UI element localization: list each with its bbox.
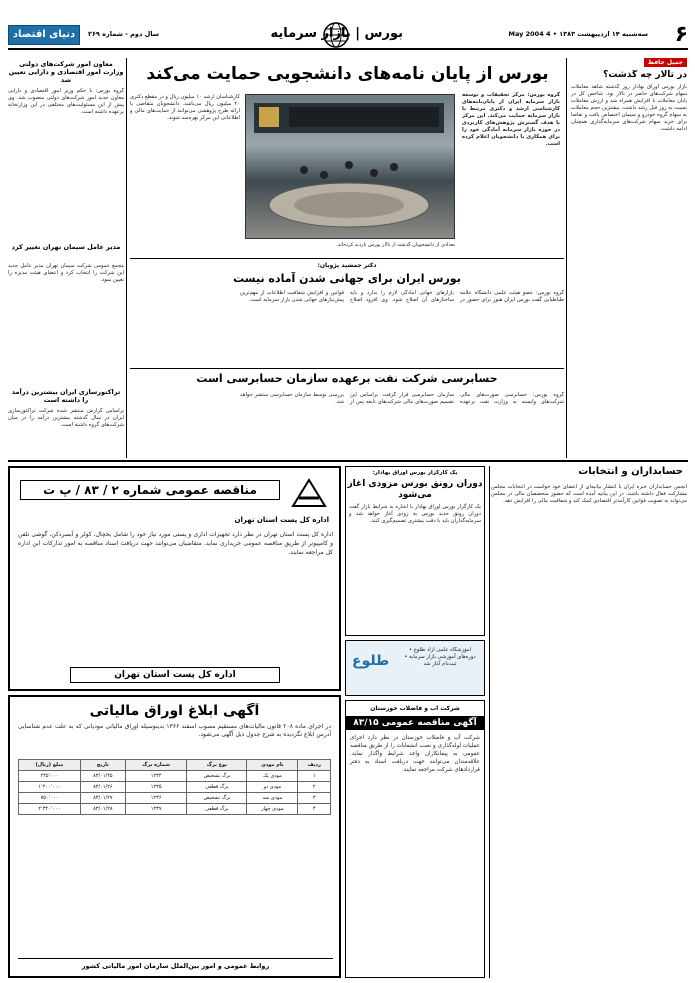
tax-ad-title: آگهی ابلاغ اوراق مالیاتی xyxy=(89,703,260,719)
trading-floor-photo xyxy=(245,94,455,239)
right-body-3: براساس گزارش منتشر شده شرکت تراکتورسازی ایران در سال گذشته بیشترین درآمد را در میان شرکت‌های گروه داشته است. xyxy=(8,408,124,428)
post-ad-footer: اداره کل پست استان تهران xyxy=(70,667,280,683)
water-ad-title: آگهی مناقصه عمومی ۸۳/۱۵ xyxy=(346,716,484,730)
post-ad-title: مناقصه عمومی شماره ۲ / ۸۳ / پ ت xyxy=(20,480,280,500)
third-headline: حسابرسی شرکت نفت برعهده سازمان حسابرسی است xyxy=(196,372,498,385)
subad-label: یک کارگزار بورس اوراق بهادار: xyxy=(372,470,458,476)
globe-icon xyxy=(323,22,349,48)
accounting-body: انجمن حسابداران خبره ایران با انتشار بیانیه‌ای از اعضای خود خواست در انتخابات مجلس مشارکت فعال داشته باشند. در این بیانیه آمده است که حضور متخصصان مالی در مجلس می‌تواند به تصویب قوانین کارآمدتر اقتصادی کمک کند و شفافیت مالی را افزایش دهد. xyxy=(491,484,687,504)
center-body: کارشناسان ارشد ۱۰ میلیون ریال و در مقطع دکتری ۲۰ میلیون ریال می‌باشد. دانشجویان متقاضی با ارائه طرح پژوهشی می‌توانند از حمایت‌های مالی و اطلاعاتی این مرکز بهره‌مند شوند. xyxy=(130,94,240,121)
column-label: جمیل حافظ xyxy=(644,58,687,67)
accounting-title: حسابداران و انتخابات xyxy=(578,466,683,477)
right-body-2: مجمع عمومی شرکت سیمان تهران مدیر عامل جدید این شرکت را انتخاب کرد و اعضای هیئت مدیره را تعیین نمود. xyxy=(8,263,124,283)
issue-number: سال دوم - شماره ۲۶۹ xyxy=(88,30,160,38)
tax-ad-footer: روابط عمومی و امور بین‌الملل سازمان امور مالیاتی کشور xyxy=(18,958,333,970)
table-row: ۱ مودی یک برگ تشخیص ۱۲۳۴ ۸۳/۰۱/۲۵ ۲۴۵٬۰۰۰ xyxy=(19,771,331,782)
right-title-2: مدیر عامل سیمان تهران تغییر کرد xyxy=(11,243,121,251)
right-column-box xyxy=(8,58,124,458)
water-ad-body: شرکت آب و فاضلاب خوزستان در نظر دارد اجرای عملیات لوله‌گذاری و نصب انشعابات را از طریق مناقصه عمومی به پیمانکاران واجد شرایط واگذار نماید. علاقه‌مندان می‌توانند جهت دریافت اسناد به دفتر قراردادهای شرکت مراجعه نمایند. xyxy=(350,735,480,773)
column-body: بازار بورس اوراق بهادار روز گذشته شاهد معاملات سهام شرکت‌های حاضر در تالار بود. شاخص کل در پایان معاملات با افزایش همراه شد و ارزش معاملات نسبت به روز قبل رشد داشت. بیشترین حجم معاملات به سهام گروه خودرو و سیمان اختصاص یافت و تقاضا برای خرید سهام شرکت‌های سرمایه‌گذاری همچنان ادامه داشت. xyxy=(571,84,687,132)
tax-ad-body: در اجرای ماده ۲۰۸ قانون مالیات‌های مستقیم مصوب اسفند ۱۳۶۶ بدینوسیله اوراق مالیاتی مودیانی که به علت عدم شناسایی آدرس ابلاغ نگردیده به شرح جدول ذیل آگهی می‌شود. xyxy=(18,723,332,738)
header-bar xyxy=(8,22,688,50)
table-header: شماره برگ xyxy=(125,760,187,771)
table-header: مبلغ (ریال) xyxy=(19,760,81,771)
tolou-ad xyxy=(345,640,485,696)
main-headline: بورس از پایان نامه‌های دانشجویی حمایت می‌کند xyxy=(146,64,549,84)
market-news-box xyxy=(345,466,485,636)
post-ad-body: اداره کل پست استان تهران در نظر دارد تجهیزات اداری و پستی مورد نیاز خود را شامل یخچال، کولر و آبسردکن، گوشی تلفن و کامپیوتر از طریق مناقصه عمومی خریداری نماید. متقاضیان می‌توانند جهت دریافت اسناد مناقصه به امور تدارکات این اداره کل مراجعه نمایند. xyxy=(18,531,333,556)
section-title: بورس | بازار سرمایه xyxy=(270,26,403,41)
table-header: نوع برگ xyxy=(187,760,247,771)
right-title-3: تراکتورسازی ایران بیشترین درآمد را داشته است xyxy=(11,388,121,404)
water-tender-ad xyxy=(345,700,485,978)
post-ad-org: اداره کل پست استان تهران xyxy=(234,516,329,524)
water-ad-org: شرکت آب و فاضلاب خوزستان xyxy=(370,705,460,712)
left-column-box xyxy=(571,58,687,456)
tax-notice-ad xyxy=(8,695,341,978)
tax-table xyxy=(18,759,331,815)
page-number: ۶ xyxy=(674,22,688,47)
third-body: گروه بورس: حسابرسی صورت‌های مالی شرکت‌های وابسته به وزارت نفت برعهده سازمان حسابرسی قرار گرفت. براساس این تصمیم صورت‌های مالی شرکت‌های تابعه پس از بررسی توسط سازمان حسابرسی منتشر خواهد شد. xyxy=(240,392,564,405)
tolou-text: آموزشگاه علمی آزاد طلوع • دوره‌های آموزشی بازار سرمایه • ثبت‌نام آغاز شد xyxy=(404,647,476,667)
newspaper-logo: دنیای اقتصاد xyxy=(8,25,80,45)
table-header: نام مودی xyxy=(247,760,298,771)
header-date: سه‌شنبه ۱۴ اردیبهشت ۱۳۸۳ • 4 May 2004 xyxy=(508,30,648,38)
right-title-1: معاون امور شرکت‌های دولتی وزارت امور اقتصادی و دارایی تعیین شد xyxy=(8,60,124,84)
second-body: گروه بورس: عضو هیئت علمی دانشگاه علامه طباطبایی گفت بورس ایران هنوز برای حضور در بازارهای جهانی آمادگی لازم را ندارد و باید ساختارهای آن اصلاح شود. وی افزود اصلاح قوانین و افزایش شفافیت اطلاعات از مهم‌ترین پیش‌نیازهای جهانی شدن بازار سرمایه است. xyxy=(240,290,564,303)
main-lead: گروه بورس: مرکز تحقیقات و توسعه بازار سرمایه ایران از پایان‌نامه‌های کارشناسی ارشد و دکتری مرتبط با بازار سرمایه حمایت می‌کند. این مرکز با هدف گسترش پژوهش‌های کاربردی در حوزه بازار سرمایه آمادگی خود را برای همکاری با دانشجویان اعلام کرده است. xyxy=(462,92,560,147)
post-tender-ad xyxy=(8,466,341,691)
table-row: ۳ مودی سه برگ تشخیص ۱۲۳۶ ۸۳/۰۱/۲۷ ۷۵۰٬۰۰۰ xyxy=(19,793,331,804)
table-header: ردیف xyxy=(298,760,331,771)
right-body-1: گروه بورس: با حکم وزیر امور اقتصادی و دارایی معاون جدید امور شرکت‌های دولتی منصوب شد. وی پیش از این مسئولیت‌های مختلفی در این وزارتخانه برعهده داشته است. xyxy=(8,88,124,115)
column-title: در تالار چه گذشت؟ xyxy=(603,70,687,80)
second-headline: بورس ایران برای جهانی شدن آماده نیست xyxy=(233,272,461,285)
table-row: ۲ مودی دو برگ قطعی ۱۲۳۵ ۸۳/۰۱/۲۶ ۱٬۲۰۰٬۰۰۰ xyxy=(19,782,331,793)
table-header: تاریخ xyxy=(80,760,125,771)
subad-title: دوران رونق بورس مزودی آغاز می‌شود xyxy=(347,479,483,500)
table-row: ۴ مودی چهار برگ قطعی ۱۲۳۷ ۸۳/۰۱/۲۸ ۲٬۳۴۰٬۰۰۰ xyxy=(19,804,331,815)
subad-body: یک کارگزار بورس اوراق بهادار با اشاره به شرایط بازار گفت دوران رونق جدید بورس به زودی آغاز خواهد شد و سرمایه‌گذاران باید با دقت بیشتری تصمیم‌گیری کنند. xyxy=(349,504,481,524)
second-byline: دکتر جمشید پژویان: xyxy=(317,262,377,269)
accounting-column xyxy=(491,466,687,978)
post-logo-icon xyxy=(289,476,329,510)
photo-caption: تعدادی از دانشجویان گذشته از تالار بورس بازدید کرده‌اند. xyxy=(336,242,455,248)
tolou-logo: طلوع xyxy=(352,653,390,669)
